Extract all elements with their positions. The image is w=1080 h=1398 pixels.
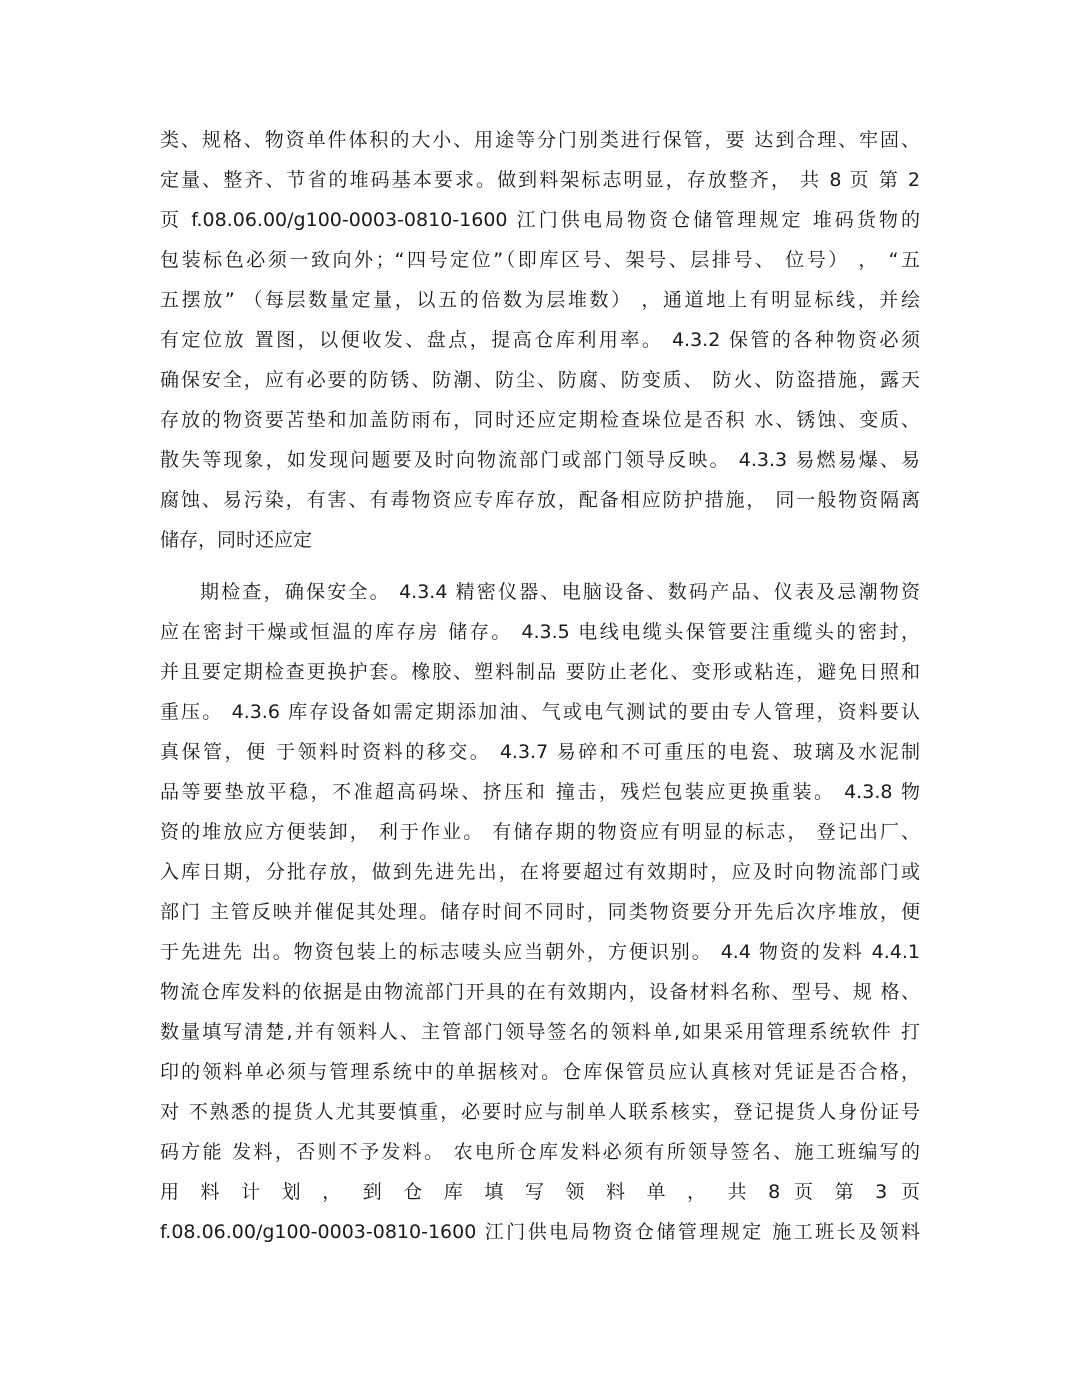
- text-line: 散失等现象，如发现问题要及时向物流部门或部门领导反映。 4.3.3 易燃易爆、易: [160, 449, 920, 471]
- text-line: 五摆放” （每层数量定量，以五的倍数为层堆数） ，通道地上有明显标线，并绘: [160, 289, 920, 311]
- text-line: 物流仓库发料的依据是由物流部门开具的在有效期内，设备材料名称、型号、规 格、: [160, 981, 920, 1003]
- text-line: 存放的物资要苫垫和加盖防雨布，同时还应定期检查垛位是否积 水、锈蚀、变质、: [160, 409, 920, 431]
- text-line: 包装标色必须一致向外；“四号定位”（即库区号、架号、层排号、 位号） ， “五: [160, 249, 920, 271]
- text-line: 确保安全，应有必要的防锈、防潮、防尘、防腐、防变质、 防火、防盗措施，露天: [160, 369, 920, 391]
- text-line: 用 料 计 划 ， 到 仓 库 填 写 领 料 单 ， 共 8 页 第 3 页: [160, 1181, 920, 1203]
- text-line: f.08.06.00/g100-0003-0810-1600 江门供电局物资仓储管理规定 施工班长及领料: [160, 1221, 920, 1243]
- text-line: 储存，同时还应定: [160, 529, 313, 551]
- text-line: 部门 主管反映并催促其处理。储存时间不同时，同类物资要分开先后次序堆放，便: [160, 901, 920, 923]
- text-line: 真保管，便 于领料时资料的移交。 4.3.7 易碎和不可重压的电瓷、玻璃及水泥制: [160, 741, 920, 763]
- text-line: 并且要定期检查更换护套。橡胶、塑料制品 要防止老化、变形或粘连，避免日照和: [160, 661, 920, 683]
- text-line: 品等要垫放平稳，不准超高码垛、挤压和 撞击，残烂包装应更换重装。 4.3.8 物: [160, 781, 920, 803]
- text-line: 页 f.08.06.00/g100-0003-0810-1600 江门供电局物资仓储管理规定 堆码货物的: [160, 209, 920, 231]
- text-line: 期检查，确保安全。 4.3.4 精密仪器、电脑设备、数码产品、仪表及忌潮物资: [200, 581, 920, 603]
- text-line: 对 不熟悉的提货人尤其要慎重，必要时应与制单人联系核实，登记提货人身份证号: [160, 1101, 920, 1123]
- text-line: 类、规格、物资单件体积的大小、用途等分门别类进行保管，要 达到合理、牢固、: [160, 129, 920, 151]
- text-line: 重压。 4.3.6 库存设备如需定期添加油、气或电气测试的要由专人管理，资料要认: [160, 701, 920, 723]
- paragraph-2: [160, 572, 920, 1252]
- text-line: 于先进先 出。物资包装上的标志唛头应当朝外，方便识别。 4.4 物资的发料 4.4.1: [160, 941, 920, 963]
- text-line: 码方能 发料，否则不予发料。 农电所仓库发料必须有所领导签名、施工班编写的: [160, 1141, 920, 1163]
- text-line: 应在密封干燥或恒温的库存房 储存。 4.3.5 电线电缆头保管要注重缆头的密封，: [160, 621, 920, 643]
- text-line: 入库日期，分批存放，做到先进先出，在将要超过有效期时，应及时向物流部门或: [160, 861, 920, 883]
- text-line: 定量、整齐、节省的堆码基本要求。做到料架标志明显，存放整齐， 共 8 页 第 2: [160, 169, 920, 191]
- text-line: 印的领料单必须与管理系统中的单据核对。仓库保管员应认真核对凭证是否合格，: [160, 1061, 920, 1083]
- paragraph-1: [160, 120, 920, 560]
- text-line: 数量填写清楚,并有领料人、主管部门领导签名的领料单,如果采用管理系统软件 打: [160, 1021, 920, 1043]
- text-line: 腐蚀、易污染，有害、有毒物资应专库存放，配备相应防护措施， 同一般物资隔离: [160, 489, 920, 511]
- text-line: 资的堆放应方便装卸， 利于作业。 有储存期的物资应有明显的标志， 登记出厂、: [160, 821, 920, 843]
- text-line: 有定位放 置图，以便收发、盘点，提高仓库利用率。 4.3.2 保管的各种物资必须: [160, 329, 920, 351]
